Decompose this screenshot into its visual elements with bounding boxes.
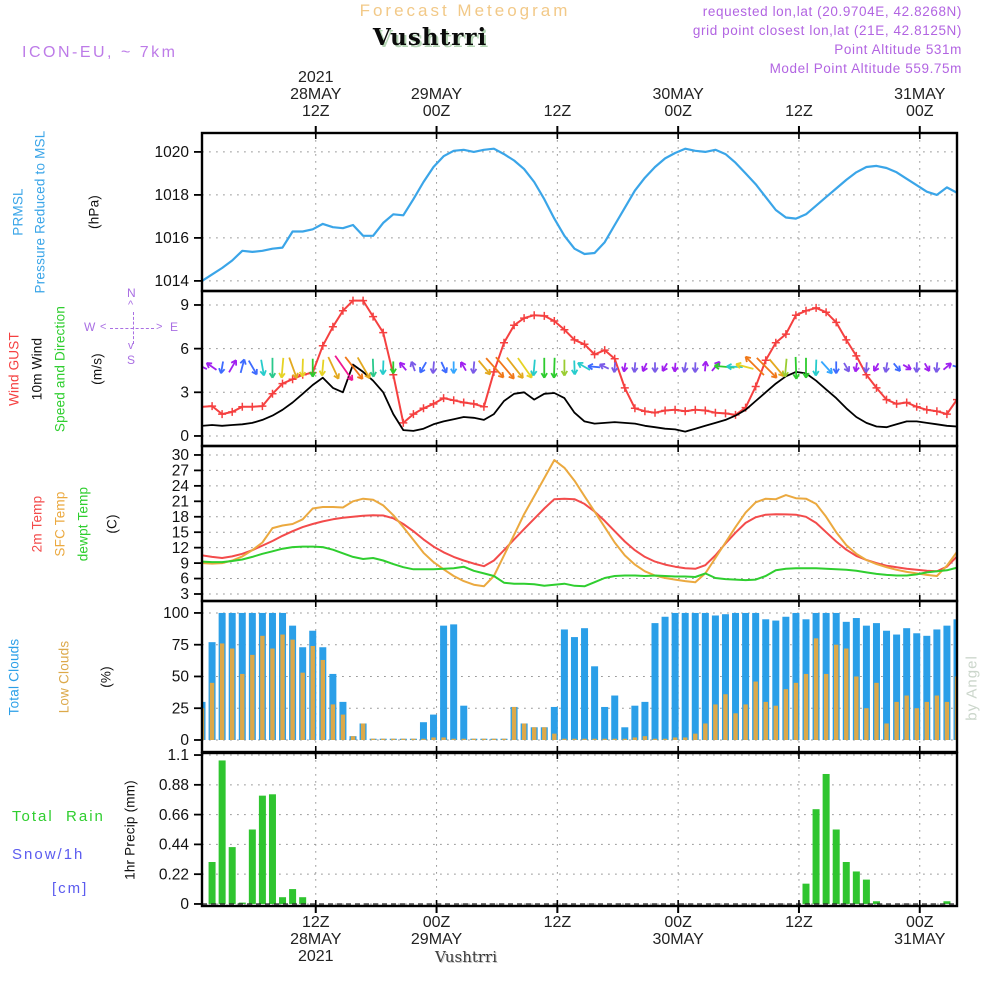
temperature-ytick-label: 12 <box>171 539 189 557</box>
top-date-label: 29MAY <box>410 86 463 103</box>
wind-ytick-label: 9 <box>180 297 189 315</box>
top-date-label: 28MAY <box>290 86 342 103</box>
prmsl-axis-label: PRMSL <box>10 188 26 236</box>
compass-east-label: E <box>170 320 179 334</box>
top-time-label: 00Z <box>664 103 692 120</box>
temperature-ytick-label: 6 <box>180 570 189 588</box>
wind-ytick-label: 3 <box>180 384 189 402</box>
clouds-ytick-label: 50 <box>171 668 189 686</box>
prmsl-line <box>202 149 957 281</box>
-axis-label: (%) <box>98 665 114 688</box>
snow-1h-label: Snow/1h <box>12 846 85 863</box>
temperature-ytick-label: 27 <box>171 462 189 480</box>
precipitation-panel <box>159 747 957 913</box>
wind-gust-axis-label: Wind GUST <box>6 331 22 406</box>
top-time-label: 12Z <box>785 103 813 120</box>
2m-temp-axis-label: 2m Temp <box>29 495 45 552</box>
precipitation-ytick-label: 0 <box>180 896 189 914</box>
bottom-date-label: 28MAY <box>290 931 342 948</box>
pressure-ytick-label: 1018 <box>154 187 189 205</box>
2m-temp-line <box>202 499 957 572</box>
clouds-panel <box>163 601 960 752</box>
pressure-ytick-label: 1016 <box>154 230 189 248</box>
wind-series <box>196 297 962 432</box>
station-title: Vushtrri <box>372 24 488 51</box>
pressure-ytick-label: 1020 <box>154 144 189 162</box>
speed-and-direction-axis-label: Speed and Direction <box>52 305 68 432</box>
m-s-axis-label: (m/s) <box>89 352 105 385</box>
clouds-ytick-label: 100 <box>163 605 189 623</box>
compass-west-label: W <box>84 320 96 334</box>
wind-ytick-label: 0 <box>180 428 189 446</box>
compass-east-arrow-icon: > <box>156 321 163 333</box>
top-time-label: 12Z <box>301 103 330 120</box>
precipitation-ytick-label: 0.88 <box>158 777 189 795</box>
clouds-series <box>199 613 961 740</box>
temperature-ytick-label: 15 <box>171 524 189 542</box>
bottom-time-label: 12Z <box>301 914 330 931</box>
low-clouds-axis-label: Low Clouds <box>56 640 72 713</box>
footer-station-label: Vushtrri <box>434 948 498 966</box>
compass-axis-line <box>110 328 154 329</box>
dewpt-temp-line <box>202 547 957 587</box>
requested-coords-label: requested lon,lat (20.9704E, 42.8268N) <box>702 4 962 19</box>
precipitation-ytick-label: 0.66 <box>158 806 189 824</box>
bottom-time-label: 00Z <box>422 914 451 931</box>
sfc-temp-axis-label: SFC Temp <box>52 490 68 557</box>
temperature-ytick-label: 30 <box>171 447 189 465</box>
total-rain-label: Total Rain <box>12 808 105 825</box>
point-altitude-label: Point Altitude 531m <box>834 42 962 57</box>
top-time-label: 00Z <box>905 103 934 120</box>
top-year-label: 2021 <box>297 69 334 86</box>
temperature-ytick-label: 9 <box>180 555 189 573</box>
grid-point-coords-label: grid point closest lon,lat (21E, 42.8125N) <box>692 23 962 38</box>
1hr-precip-mm-axis-label: 1hr Precip (mm) <box>122 779 138 880</box>
cm-label: [cm] <box>52 880 89 897</box>
bottom-time-label: 12Z <box>543 914 572 931</box>
model-label: ICON-EU, ~ 7km <box>22 44 178 61</box>
10m-wind-line <box>202 365 957 432</box>
clouds-ytick-label: 25 <box>171 700 189 718</box>
wind-panel <box>180 291 962 446</box>
pressure-reduced-to-msl-axis-label: Pressure Reduced to MSL <box>32 130 48 294</box>
compass-south-arrow-icon: v <box>128 340 134 352</box>
watermark: by Angel <box>963 655 981 721</box>
pressure-ytick-label: 1014 <box>154 273 189 291</box>
compass-north-label: N <box>127 286 136 300</box>
compass-north-arrow-icon: ^ <box>128 299 134 311</box>
compass-west-arrow-icon: < <box>100 321 107 333</box>
precipitation-ytick-label: 0.22 <box>158 866 189 884</box>
temperature-ytick-label: 24 <box>171 478 189 496</box>
temperature-ytick-label: 21 <box>171 493 189 511</box>
clouds-ytick-label: 75 <box>171 636 189 654</box>
bottom-time-label: 00Z <box>905 914 934 931</box>
precipitation-series <box>209 760 951 904</box>
page-title: Forecast Meteogram <box>359 1 571 20</box>
bottom-time-label: 00Z <box>664 914 692 931</box>
dewpt-temp-axis-label: dewpt Temp <box>75 486 91 561</box>
bottom-date-label: 30MAY <box>652 931 704 948</box>
total-clouds-axis-label: Total Clouds <box>6 638 22 715</box>
top-date-label: 30MAY <box>652 86 704 103</box>
bottom-date-label: 31MAY <box>894 931 946 948</box>
clouds-ytick-label: 0 <box>180 732 189 750</box>
precipitation-ytick-label: 1.1 <box>167 747 189 765</box>
compass-south-label: S <box>127 353 136 367</box>
top-time-label: 00Z <box>422 103 451 120</box>
temperature-panel <box>172 446 957 603</box>
temperature-ytick-label: 18 <box>171 508 189 526</box>
pressure-series <box>202 149 957 281</box>
model-point-altitude-label: Model Point Altitude 559.75m <box>769 61 962 76</box>
bottom-date-label: 29MAY <box>410 931 463 948</box>
hpa-axis-label: (hPa) <box>86 194 102 230</box>
precipitation-ytick-label: 0.44 <box>158 836 189 854</box>
temperature-ytick-label: 3 <box>180 586 189 604</box>
temperature-series <box>202 460 957 586</box>
pressure-panel <box>155 133 957 291</box>
c-axis-label: (C) <box>104 513 120 534</box>
top-time-label: 12Z <box>543 103 572 120</box>
wind-ytick-label: 6 <box>180 340 189 358</box>
bottom-time-label: 12Z <box>785 914 813 931</box>
bottom-year-label: 2021 <box>297 948 334 965</box>
top-date-label: 31MAY <box>894 86 946 103</box>
10m-wind-axis-label: 10m Wind <box>29 337 45 400</box>
